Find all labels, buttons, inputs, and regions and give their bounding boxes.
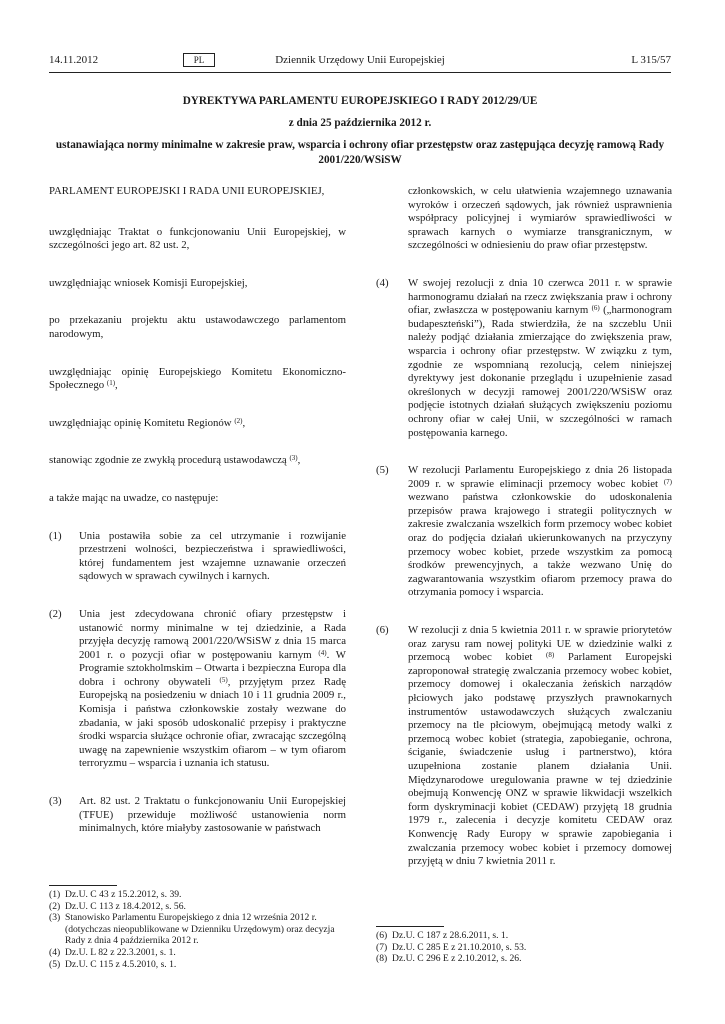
footnote-number: (7) xyxy=(376,941,388,953)
left-column xyxy=(49,185,346,836)
recital-3 xyxy=(49,795,346,836)
footnote-number: (8) xyxy=(376,953,388,965)
language-badge: PL xyxy=(183,53,215,67)
footnote-number: (3) xyxy=(49,912,61,924)
directive-date: z dnia 25 października 2012 r. xyxy=(288,117,432,129)
recital-number: (6) xyxy=(376,624,389,637)
recital-2 xyxy=(49,608,346,771)
recital-text: Art. 82 ust. 2 Traktatu o funkcjonowaniu Unii Europejskiej (TFUE) przewiduje możliwość ustanowienia norm minimalnych, które miałyby zastosowanie w państwach xyxy=(79,795,346,835)
citation-regions: uwzględniając opinię Komitetu Regionów $^{(2)}$, xyxy=(49,416,246,429)
right-column xyxy=(376,185,672,869)
recital-text: członkowskich, w celu ułatwienia wzajemnego uznawania wyroków i orzeczeń sądowych, jak również usprawnienia współpracy policyjnej i wymiarów sprawiedliwości w sprawach karnych o wymiarze transgranicznym, w szczególności w odniesieniu do praw ofiar przestępstw. xyxy=(408,185,672,252)
recital-text xyxy=(408,277,672,440)
citation-commission: uwzględniając wniosek Komisji Europejskiej, xyxy=(49,276,248,289)
recital-text-part: W swojej rezolucji z dnia 10 czerwca 2011 r. w sprawie harmonogramu działań na rzecz zwiększania praw i ochrony ofiar, zwłaszcza w postępowaniu karnym xyxy=(408,276,672,317)
recital-number: (3) xyxy=(49,795,62,808)
footnote-ref: (3) xyxy=(289,454,298,463)
footnote-number: (6) xyxy=(376,930,388,941)
footnote-ref: (5) xyxy=(219,675,228,684)
recital-number: (2) xyxy=(49,607,62,620)
recital-text-part: wezwano państwa członkowskie do udoskonalenia przepisów prawa krajowego i strategii politycznych w zakresie zwalczania wszelkich form przemocy wobec kobiet oraz do podjęcia działań ukierunkowanych na przyczyny przemocy wobec kobiet, przede wszystkim za pomocą środków prewencyjnych, a także wezwano Unię do zagwarantowania wszystkim ofiarom przemocy prawa do otrzymania pomocy i wsparcia. xyxy=(408,491,672,599)
footnote-text: Stanowisko Parlamentu Europejskiego z dnia 12 września 2012 r. (dotychczas nieopublikowane w Dzienniku Urzędowym) oraz decyzja Rady z dnia 4 października 2012 r. xyxy=(65,912,335,947)
citation-procedure: stanowiąc zgodnie ze zwykłą procedurą ustawodawczą $^{(3)}$, xyxy=(49,454,301,467)
footnote-text: Dz.U. C 187 z 28.6.2011, s. 1. xyxy=(392,930,509,941)
recital-text xyxy=(408,464,672,600)
recital-number: (5) xyxy=(376,464,389,477)
footnote xyxy=(49,947,346,959)
footnotes-right xyxy=(376,926,672,965)
recital-5 xyxy=(376,464,672,600)
citation-regions-text: uwzględniając opinię Komitetu Regionów xyxy=(49,416,232,429)
directive-title: DYREKTYWA PARLAMENTU EUROPEJSKIEGO I RADY 2012/29/UE xyxy=(182,95,538,107)
footnote xyxy=(49,912,346,947)
footnote-divider xyxy=(49,885,117,886)
journal-title: Dziennik Urzędowy Unii Europejskiej xyxy=(275,54,445,66)
recital-text: Unia jest zdecydowana chronić ofiary przestępstw i ustanowić normy minimalne w tej dziedzinie, a Rada przyjęła decyzję ramową 2001/220/WSiSW z dnia 15 marca 2001 r. o pozycji ofiar w postępowaniu karnym $^{(4)}$. W Programie sztokholmskim – Otwarta i bezpieczna Europa dla dobra i ochrony obywateli $^{(5)}$, przyjętym przez Radę Europejską na posiedzeniu w dniach 10 i 11 grudnia 2009 r., Komisja i państwa członkowskie zostały wezwane do zbadania, w jaki sposób udoskonalić przepisy i praktyczne środki wsparcia służące ochronie ofiar, zwracając szczególną uwagę na zapewnienie wszystkim ofiarom – w tym ofiarom terroryzmu – wsparcia i uznania ich statusu. xyxy=(79,607,346,770)
recital-text xyxy=(408,624,672,869)
footnote xyxy=(376,953,672,965)
recital-text-part: W rezolucji z dnia 5 kwietnia 2011 r. w sprawie priorytetów oraz zarysu ram nowej polityki UE w dziedzinie walki z przemocą wobec kobiet xyxy=(408,624,672,664)
footnote-number: (2) xyxy=(49,900,61,912)
footnote-text: Dz.U. C 285 E z 21.10.2010, s. 53. xyxy=(392,941,527,953)
citation-treaty: uwzględniając Traktat o funkcjonowaniu Unii Europejskiej, w szczególności jego art. 82 ust. 2, xyxy=(49,225,346,252)
footnote-divider xyxy=(376,926,444,927)
recital-text-part: Parlament Europejski zaproponował strategię zwalczania przemocy wobec kobiet, przemocy domowej i okaleczania żeńskich narządów płciowych jako podstawę przyszłych prawnokarnych instrumentów ustawodawczych służących zwalczaniu przemocy na tle płciowym, obejmującą metody walki z przemocą wobec kobiet (strategia, zapobieganie, ochrona, ściganie, świadczenie usług i partnerstwo), która uzupełniona zostanie planem działania Unii. Międzynarodowe uregulowania prawne w tej dziedzinie obejmują Konwencję ONZ w sprawie likwidacji wszelkich form dyskryminacji kobiet (CEDAW) przyjętą 18 grudnia 1979 r., zalecenia i decyzje komitetu CEDAW oraz Konwencję Rady Europy w sprawie zapobiegania i zwalczania przemocy wobec kobiet i przemocy domowej przyjętą w dniu 7 kwietnia 2011 r. xyxy=(408,651,673,868)
citation-eesc-text: uwzględniając opinię Europejskiego Komitetu Ekonomiczno-Społecznego xyxy=(49,365,346,392)
recital-text-part: przyjętym przez Radę Europejską na posiedzeniu w dniach 10 i 11 grudnia 2009 r., Komisja i państwa członkowskie zostały wezwane do zbadania, w jaki sposób udoskonalić przepisy i praktyczne środki wsparcia służące ochronie ofiar, zwracając szczególną uwagę na zapewnienie wszystkim ofiarom – w tym ofiarom terroryzmu – wsparcia i uznania ich statusu. xyxy=(79,675,346,770)
footnote-ref: (4) xyxy=(318,648,327,657)
publication-date: 14.11.2012 xyxy=(49,54,99,66)
footnote-ref: (8) xyxy=(546,651,555,660)
recital-text: Unia postawiła sobie za cel utrzymanie i rozwijanie przestrzeni wolności, bezpieczeństwa i sprawiedliwości, której fundamentem jest wzajemne uznawanie orzeczeń sądowych w sprawach cywilnych i karnych. xyxy=(79,529,346,583)
footnote-text: Dz.U. C 115 z 4.5.2010, s. 1. xyxy=(65,958,177,970)
recital-number: (4) xyxy=(376,276,389,289)
footnote-number: (1) xyxy=(49,889,61,900)
footnote-ref: (6) xyxy=(591,304,600,313)
footnote-ref: (7) xyxy=(663,477,672,486)
directive-subtitle: ustanawiająca normy minimalne w zakresie praw, wsparcia i ochrony ofiar przestępstw oraz zastępująca decyzję ramową Rady 2001/220/WSiSW xyxy=(55,139,665,166)
citation-procedure-text: stanowiąc zgodnie ze zwykłą procedurą ustawodawczą xyxy=(49,454,287,467)
footnotes-left xyxy=(49,885,346,970)
footnote-text: Dz.U. C 43 z 15.2.2012, s. 39. xyxy=(65,889,182,900)
footnote xyxy=(376,942,672,954)
recital-6 xyxy=(376,624,672,869)
recital-text-part: („harmonogram budapeszteński”), Rada stwierdziła, że na szczeblu Unii należy podjąć działania zmierzające do zwiększenia praw, wsparcia i ochrony ofiar przestępstw. W związku z tym, zgodnie ze wspomnianą rezolucją, celem niniejszej dyrektywy jest dokonanie przeglądu i uzupełnienie zasad określonych w decyzji ramowej 2001/220/WSiSW oraz podjęcie istotnych działań służących zwiększeniu poziomu ochrony ofiar w całej Unii, w szczególności w ramach postępowania karnego. xyxy=(408,304,673,439)
recital-text-part: W rezolucji Parlamentu Europejskiego z dnia 26 listopada 2009 r. w sprawie eliminacji przemocy wobec kobiet xyxy=(408,464,672,490)
footnote-number: (4) xyxy=(49,946,61,958)
recital-number: (1) xyxy=(49,529,62,542)
footnote-text: Dz.U. L 82 z 22.3.2001, s. 1. xyxy=(65,946,176,958)
footnote-text: Dz.U. C 113 z 18.4.2012, s. 56. xyxy=(65,900,186,912)
footnote-ref: (2) xyxy=(234,416,243,425)
recital-1 xyxy=(49,530,346,584)
footnote-number: (5) xyxy=(49,958,61,970)
whereas-intro: a także mając na uwadze, co następuje: xyxy=(49,491,219,504)
citation-parliaments: po przekazaniu projektu aktu ustawodawczego parlamentom narodowym, xyxy=(49,314,346,340)
recital-text-part: Unia jest zdecydowana chronić ofiary przestępstw i ustanowić normy minimalne w tej dziedzinie, a Rada przyjęła decyzję ramową 2001/220/WSiSW z dnia 15 marca 2001 r. o pozycji ofiar w postępowaniu karnym xyxy=(79,607,346,661)
preamble-institutions: PARLAMENT EUROPEJSKI I RADA UNII EUROPEJSKIEJ, xyxy=(49,185,325,197)
footnote xyxy=(49,889,346,901)
footnote-text: Dz.U. C 296 E z 2.10.2012, s. 26. xyxy=(392,953,522,965)
recital-4 xyxy=(376,277,672,440)
footnote xyxy=(376,930,672,942)
document-title-block xyxy=(49,94,671,168)
recital-3-continued xyxy=(376,185,672,253)
citation-eesc: uwzględniając opinię Europejskiego Komitetu Ekonomiczno-Społecznego $^{(1)}$, xyxy=(49,365,346,392)
recital-text-part: W Programie sztokholmskim – Otwarta i bezpieczna Europa dla dobra i ochrony obywateli xyxy=(79,648,346,688)
page-reference: L 315/57 xyxy=(631,54,671,66)
footnote xyxy=(49,901,346,913)
footnote xyxy=(49,959,346,971)
journal-header xyxy=(49,50,671,73)
footnote-ref: (1) xyxy=(106,379,116,388)
